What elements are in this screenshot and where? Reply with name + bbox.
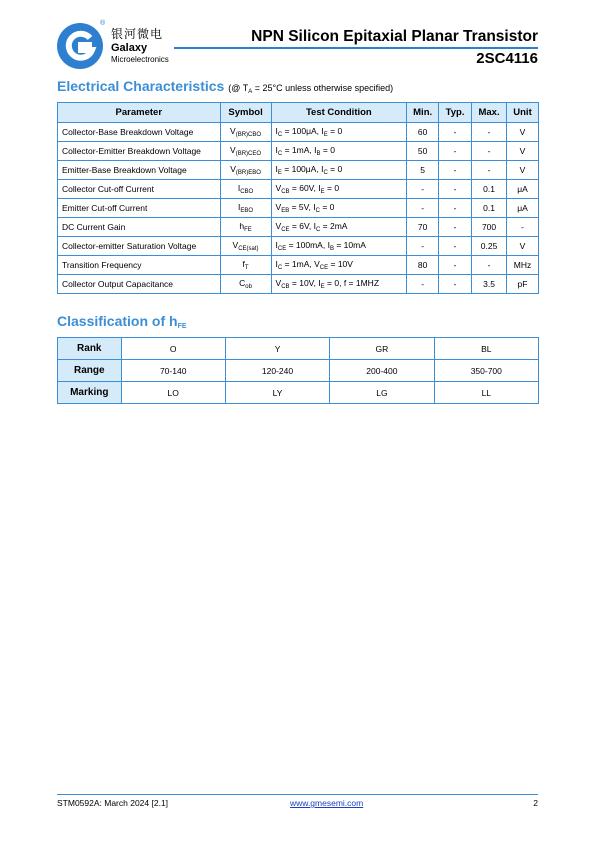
classification-table [57, 337, 539, 404]
table-row [58, 199, 539, 218]
classification-section-title: Classification of $h_{FE}$ [57, 313, 187, 330]
symbol-cell: $I_{EBO}$ [220, 199, 271, 218]
logo-brand: Galaxy [111, 42, 148, 54]
symbol-cell: $V_{(BR)CBO}$ [220, 123, 271, 142]
footer-doc-code: STM0592A: March 2024 [2.1] [57, 798, 169, 808]
logo-chinese-name: 银河微电 [111, 27, 164, 41]
min-cell: - [407, 237, 439, 256]
typ-cell: - [439, 199, 472, 218]
unit-cell: μA [507, 199, 539, 218]
registered-mark: ® [100, 20, 106, 27]
column-header: Parameter [58, 103, 221, 123]
electrical-characteristics-table [57, 102, 539, 294]
unit-cell: V [507, 142, 539, 161]
parameter-cell: Collector-emitter Saturation Voltage [58, 237, 221, 256]
test-condition-cell: $V_{EB} = 5V$, $I_C = 0$ [271, 199, 407, 218]
parameter-cell: Collector Output Capacitance [58, 275, 221, 294]
classification-cell: 70-140 [121, 360, 225, 382]
footer-divider [57, 794, 538, 795]
column-header: Min. [407, 103, 439, 123]
classification-cell: 350-700 [434, 360, 538, 382]
max-cell: 700 [472, 218, 507, 237]
typ-cell: - [439, 123, 472, 142]
min-cell: 60 [407, 123, 439, 142]
electrical-title: Electrical Characteristics [57, 78, 225, 94]
page-number: 2 [533, 798, 538, 808]
document-title: NPN Silicon Epitaxial Planar Transistor [251, 28, 538, 45]
symbol-cell: $I_{CBO}$ [220, 180, 271, 199]
test-condition-cell: $V_{CE} = 6V$, $I_C = 2mA$ [271, 218, 407, 237]
max-cell: - [472, 161, 507, 180]
min-cell: 50 [407, 142, 439, 161]
table-row [58, 123, 539, 142]
classification-cell: LY [225, 382, 329, 404]
classification-cell: LL [434, 382, 538, 404]
parameter-cell: DC Current Gain [58, 218, 221, 237]
test-condition-cell: $I_C = 1mA$, $V_{CE} = 10V$ [271, 256, 407, 275]
parameter-cell: Transition Frequency [58, 256, 221, 275]
typ-cell: - [439, 161, 472, 180]
column-header: Max. [472, 103, 507, 123]
classification-cell: GR [330, 338, 434, 360]
classification-cell: O [121, 338, 225, 360]
symbol-cell: $V_{(BR)CEO}$ [220, 142, 271, 161]
test-condition-cell: $I_{CE} = 100mA$, $I_B = 10mA$ [271, 237, 407, 256]
min-cell: - [407, 180, 439, 199]
symbol-cell: $f_T$ [220, 256, 271, 275]
max-cell: - [472, 142, 507, 161]
test-condition-cell: $I_C = 1mA$, $I_B = 0$ [271, 142, 407, 161]
min-cell: 80 [407, 256, 439, 275]
classification-cell: BL [434, 338, 538, 360]
table-row [58, 180, 539, 199]
symbol-cell: $V_{(BR)EBO}$ [220, 161, 271, 180]
row-label: Marking [58, 382, 122, 404]
table-header-row [58, 103, 539, 123]
classification-cell: LO [121, 382, 225, 404]
galaxy-logo-icon [57, 23, 103, 69]
typ-cell: - [439, 275, 472, 294]
table-row [58, 237, 539, 256]
parameter-cell: Collector Cut-off Current [58, 180, 221, 199]
classification-cell: 120-240 [225, 360, 329, 382]
min-cell: 5 [407, 161, 439, 180]
classification-row [58, 338, 539, 360]
electrical-note: (@ $T_A = 25^\circ C$ unless otherwise specified) [228, 83, 394, 95]
footer-website-link[interactable]: www.gmesemi.com [290, 798, 364, 808]
column-header: Symbol [220, 103, 271, 123]
unit-cell: MHz [507, 256, 539, 275]
classification-row [58, 360, 539, 382]
parameter-cell: Emitter Cut-off Current [58, 199, 221, 218]
max-cell: - [472, 256, 507, 275]
part-number: 2SC4116 [476, 50, 538, 67]
parameter-cell: Collector-Base Breakdown Voltage [58, 123, 221, 142]
row-label: Range [58, 360, 122, 382]
unit-cell: pF [507, 275, 539, 294]
max-cell: 0.1 [472, 180, 507, 199]
unit-cell: V [507, 123, 539, 142]
unit-cell: μA [507, 180, 539, 199]
test-condition-cell: $V_{CB} = 10V$, $I_E = 0$, f = 1MHZ [271, 275, 407, 294]
unit-cell: - [507, 218, 539, 237]
table-row [58, 275, 539, 294]
table-row [58, 142, 539, 161]
typ-cell: - [439, 237, 472, 256]
typ-cell: - [439, 142, 472, 161]
symbol-cell: $V_{CE(sat)}$ [220, 237, 271, 256]
parameter-cell: Emitter-Base Breakdown Voltage [58, 161, 221, 180]
column-header: Typ. [439, 103, 472, 123]
table-row [58, 256, 539, 275]
max-cell: 0.1 [472, 199, 507, 218]
min-cell: 70 [407, 218, 439, 237]
logo-tagline: Microelectronics [111, 55, 169, 64]
classification-cell: Y [225, 338, 329, 360]
max-cell: - [472, 123, 507, 142]
test-condition-cell: $I_C = 100\mu A$, $I_E = 0$ [271, 123, 407, 142]
typ-cell: - [439, 180, 472, 199]
table-row [58, 161, 539, 180]
min-cell: - [407, 199, 439, 218]
table-row [58, 218, 539, 237]
max-cell: 0.25 [472, 237, 507, 256]
test-condition-cell: $V_{CB} = 60V$, $I_E = 0$ [271, 180, 407, 199]
max-cell: 3.5 [472, 275, 507, 294]
parameter-cell: Collector-Emitter Breakdown Voltage [58, 142, 221, 161]
header-divider [174, 47, 538, 49]
min-cell: - [407, 275, 439, 294]
classification-cell: LG [330, 382, 434, 404]
test-condition-cell: $I_E = 100\mu A$, $I_C = 0$ [271, 161, 407, 180]
unit-cell: V [507, 161, 539, 180]
electrical-section-title [57, 78, 393, 95]
row-label: Rank [58, 338, 122, 360]
column-header: Test Condition [271, 103, 407, 123]
symbol-cell: $h_{FE}$ [220, 218, 271, 237]
column-header: Unit [507, 103, 539, 123]
symbol-cell: $C_{ob}$ [220, 275, 271, 294]
unit-cell: V [507, 237, 539, 256]
typ-cell: - [439, 218, 472, 237]
company-logo [55, 20, 180, 72]
classification-row [58, 382, 539, 404]
typ-cell: - [439, 256, 472, 275]
classification-cell: 200-400 [330, 360, 434, 382]
